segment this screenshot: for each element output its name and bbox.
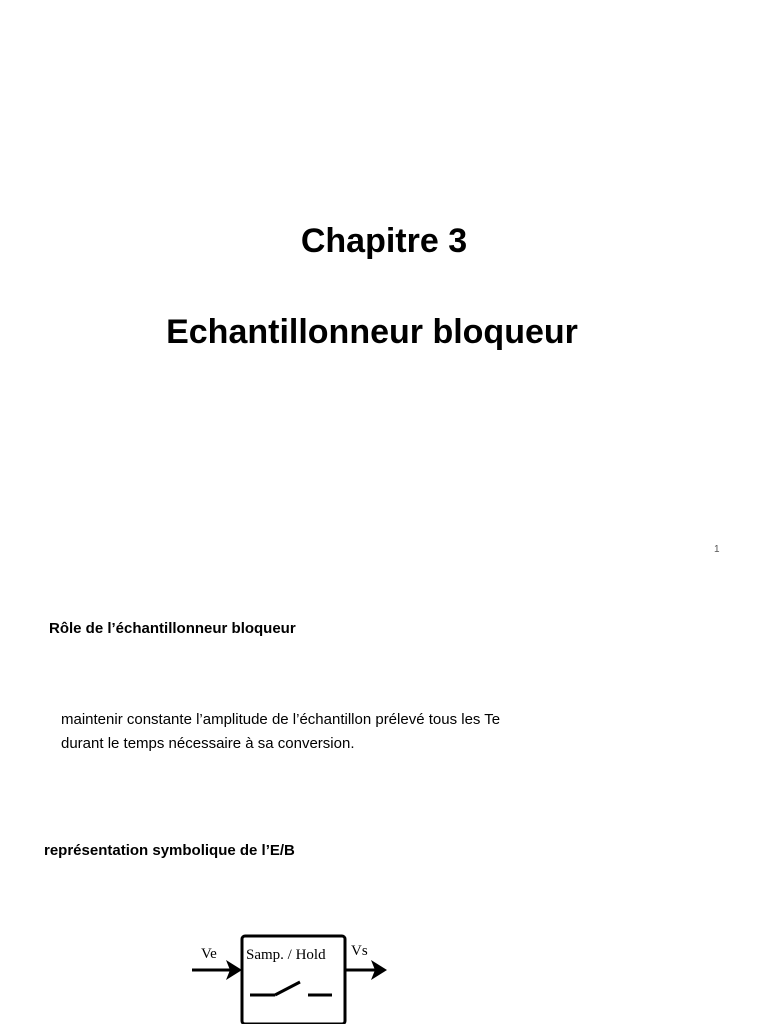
output-label: Vs	[351, 943, 368, 959]
chapter-title: Chapitre 3	[300, 222, 468, 260]
representation-heading: représentation symbolique de l’E/B	[44, 842, 295, 859]
role-description-line-2: durant le temps nécessaire à sa conversion.	[61, 735, 355, 752]
role-description	[61, 708, 681, 756]
page-number: 1	[714, 544, 720, 555]
sample-hold-diagram	[180, 925, 410, 1024]
role-heading: Rôle de l’échantillonneur bloqueur	[49, 620, 296, 637]
role-description-line-1: maintenir constante l’amplitude de l’échantillon prélevé tous les Te	[61, 711, 501, 728]
block-label: Samp. / Hold	[246, 947, 326, 963]
input-label: Ve	[201, 946, 217, 962]
slide-subtitle: Echantillonneur bloqueur	[166, 313, 578, 351]
